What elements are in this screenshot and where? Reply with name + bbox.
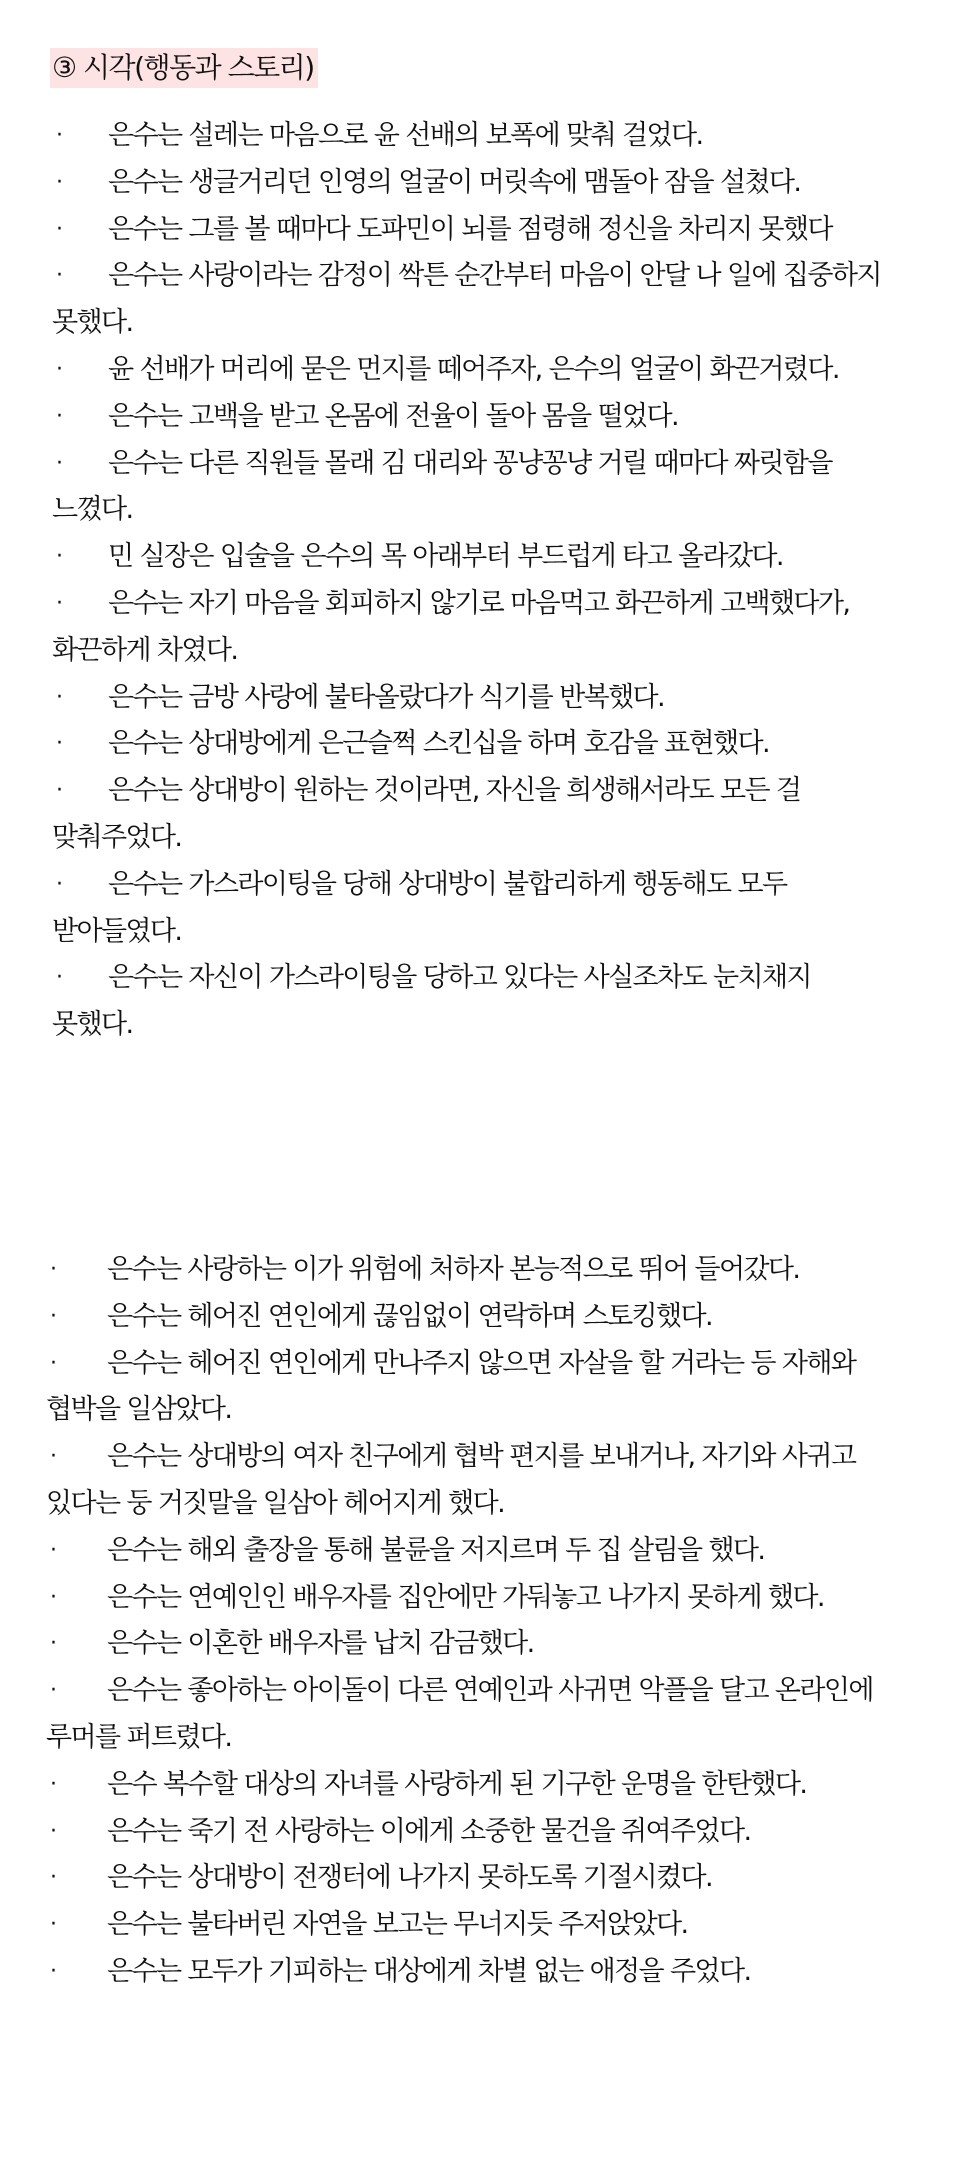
list-item [52,721,882,768]
bullet-dot-icon: · [56,544,62,570]
list-item-text: 은수는 사랑이라는 감정이 싹튼 순간부터 마음이 안달 나 일에 집중하지 못했다. [52,260,881,339]
list-item [46,1247,884,1294]
bullet-dot-icon: · [50,1584,56,1610]
bullet-dot-icon: · [50,1444,56,1470]
list-item-text: 은수는 해외 출장을 통해 불륜을 저지르며 두 집 살림을 했다. [107,1534,765,1566]
list-item [46,1341,884,1435]
list-item-text: 은수는 헤어진 연인에게 만나주지 않으면 자살을 할 거라는 등 자해와 협박을 일삼았다. [46,1347,856,1426]
list-item-text: 은수는 생글거리던 인영의 얼굴이 머릿속에 맴돌아 잠을 설쳤다. [108,166,801,198]
bullet-dot-icon: · [50,1912,56,1938]
list-item-text: 은수는 불타버린 자연을 보고는 무너지듯 주저앉았다. [107,1909,688,1941]
list-item [52,394,882,441]
list-item [46,1809,884,1856]
list-item [46,1762,884,1809]
bullet-dot-icon: · [56,871,62,897]
behavior-list-extreme [46,1247,884,1996]
bullet-dot-icon: · [50,1631,56,1657]
bullet-dot-icon: · [50,1303,56,1329]
list-item-text: 은수는 죽기 전 사랑하는 이에게 소중한 물건을 쥐여주었다. [107,1815,751,1847]
bullet-dot-icon: · [56,263,62,289]
list-item [52,581,882,675]
list-item-text: 은수는 자신이 가스라이팅을 당하고 있다는 사실조차도 눈치채지 못했다. [52,962,811,1041]
list-item-text: 은수는 다른 직원들 몰래 김 대리와 꽁냥꽁냥 거릴 때마다 짜릿함을 느꼈다. [52,447,832,526]
list-item [52,253,882,347]
list-item-text: 은수는 상대방의 여자 친구에게 협박 편지를 보내거나, 자기와 사귀고 있다는 둥 거짓말을 일삼아 헤어지게 했다. [46,1441,856,1519]
bullet-dot-icon: · [56,169,62,195]
list-item-text: 은수는 이혼한 배우자를 납치 감금했다. [107,1628,534,1660]
list-item-text: 은수는 자기 마음을 회피하지 않기로 마음먹고 화끈하게 고백했다가, 화끈하게 차였다. [52,587,850,666]
list-item [52,347,882,394]
bullet-dot-icon: · [50,1818,56,1844]
list-item [46,1668,884,1762]
list-item [52,534,882,581]
list-item-text: 은수는 좋아하는 아이돌이 다른 연예인과 사귀면 악플을 달고 온라인에 루머를 퍼트렸다. [46,1675,873,1753]
bullet-dot-icon: · [50,1958,56,1984]
list-item-text: 은수는 모두가 기피하는 대상에게 차별 없는 애정을 주었다. [107,1955,751,1987]
bullet-dot-icon: · [56,123,62,148]
list-item-text: 은수는 연예인인 배우자를 집안에만 가둬놓고 나가지 못하게 했다. [107,1581,824,1613]
list-item-text: 은수는 상대방이 전쟁터에 나가지 못하도록 기절시켰다. [107,1862,712,1894]
list-item-text: 은수는 가스라이팅을 당해 상대방이 불합리하게 행동해도 모두 받아들였다. [52,868,787,947]
list-item-text: 은수는 사랑하는 이가 위험에 처하자 본능적으로 뛰어 들어갔다. [107,1254,800,1285]
section-heading: ③ 시각(행동과 스토리) [50,48,318,88]
behavior-list-romance [52,113,882,1049]
bullet-dot-icon: · [56,216,62,242]
bullet-dot-icon: · [50,1771,56,1797]
list-item [52,862,882,956]
list-item [46,1902,884,1949]
list-item [52,441,882,535]
bullet-dot-icon: · [56,403,62,429]
list-item-text: 은수는 그를 볼 때마다 도파민이 뇌를 점령해 정신을 차리지 못했다 [108,213,832,245]
list-item-text: 은수는 상대방이 원하는 것이라면, 자신을 희생해서라도 모든 걸 맞춰주었다. [52,775,801,853]
list-item-text: 은수는 설레는 마음으로 윤 선배의 보폭에 맞춰 걸었다. [108,120,703,151]
bullet-dot-icon: · [56,684,62,710]
list-item-text: 윤 선배가 머리에 묻은 먼지를 떼어주자, 은수의 얼굴이 화끈거렸다. [108,353,839,385]
bullet-dot-icon: · [50,1537,56,1563]
list-item [46,1528,884,1575]
list-item-text: 은수는 고백을 받고 온몸에 전율이 돌아 몸을 떨었다. [108,400,678,432]
bullet-dot-icon: · [56,356,62,382]
list-item [52,768,882,862]
bullet-dot-icon: · [56,731,62,757]
bullet-dot-icon: · [50,1350,56,1376]
list-item-text: 민 실장은 입술을 은수의 목 아래부터 부드럽게 타고 올라갔다. [108,541,783,573]
list-item [46,1294,884,1341]
list-item-text: 은수는 상대방에게 은근슬쩍 스킨십을 하며 호감을 표현했다. [108,728,769,760]
list-item [52,675,882,722]
list-item [46,1575,884,1622]
list-item-text: 은수는 헤어진 연인에게 끊임없이 연락하며 스토킹했다. [107,1300,712,1332]
bullet-dot-icon: · [56,965,62,991]
list-item [52,955,882,1049]
list-item [46,1621,884,1668]
bullet-dot-icon: · [50,1678,56,1704]
bullet-dot-icon: · [56,450,62,476]
list-item-text: 은수 복수할 대상의 자녀를 사랑하게 된 기구한 운명을 한탄했다. [107,1768,807,1800]
list-item [52,207,882,254]
list-item-text: 은수는 금방 사랑에 불타올랐다가 식기를 반복했다. [108,681,665,713]
bullet-dot-icon: · [50,1865,56,1891]
bullet-dot-icon: · [50,1257,56,1282]
list-item [46,1434,884,1528]
list-item [46,1855,884,1902]
list-item [46,1949,884,1996]
bullet-dot-icon: · [56,590,62,616]
list-item [52,160,882,207]
bullet-dot-icon: · [56,778,62,804]
list-item [52,113,882,160]
